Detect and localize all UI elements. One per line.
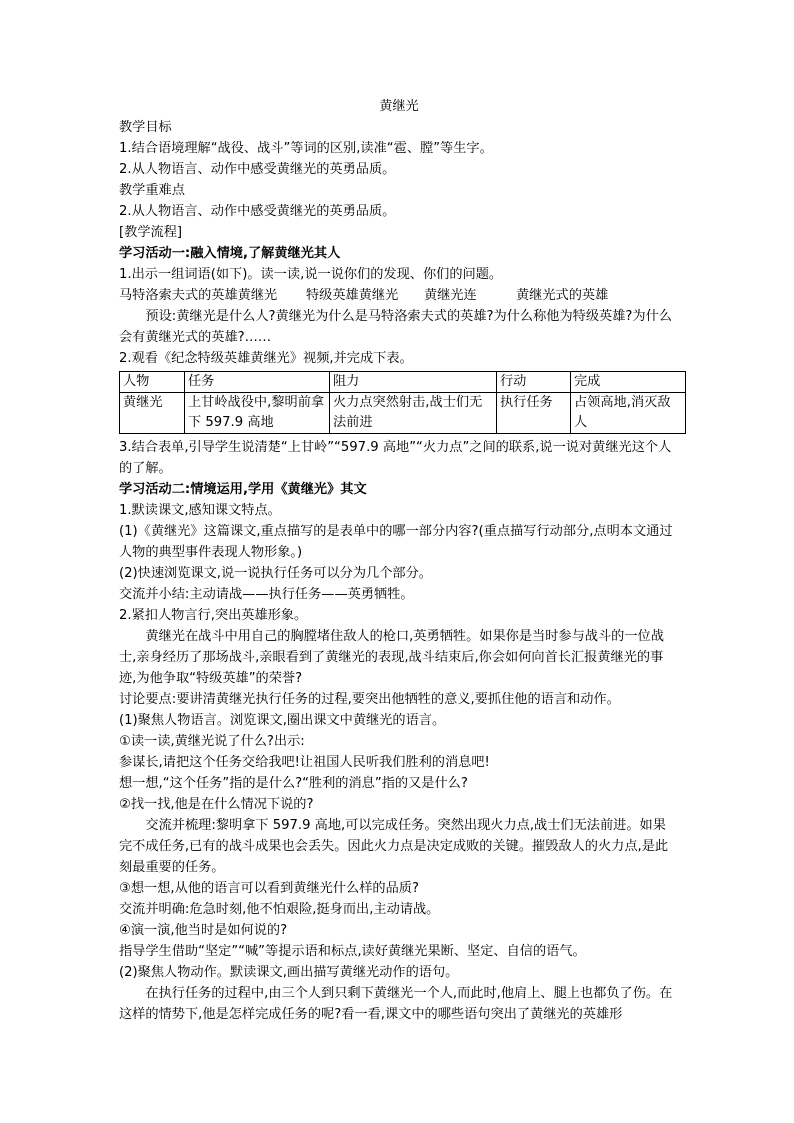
document-page: [119, 96, 679, 1025]
table-header-row: [120, 372, 686, 393]
term-item: 黄继光连: [424, 288, 477, 303]
language-step-3: ③想一想,从他的语言可以看到黄继光什么样的品质?: [119, 881, 419, 896]
activity-2-scene: 黄继光在战斗中用自己的胸膛堵住敌人的枪口,英勇牺牲。如果你是当时参与战斗的一位战士,亲身经历了那场战斗,亲眼看到了黄继光的表现,战斗结束后,你会如何向首长汇报黄继光的事迹,为他争取“特级英雄”的荣誉?: [119, 629, 664, 686]
term-list: [119, 285, 679, 306]
activity-1-step-2: 2.观看《纪念特级英雄黄继光》视频,并完成下表。: [119, 351, 413, 366]
exchange-clear: 交流并明确:危急时刻,他不怕艰险,挺身而出,主动请战。: [119, 902, 440, 917]
goals-heading: 教学目标: [119, 120, 172, 135]
focus-action: (2)聚焦人物动作。默读课文,画出描写黄继光动作的语句。: [119, 965, 459, 980]
term-item: 黄继光式的英雄: [516, 288, 609, 303]
table-cell: 执行任务: [497, 393, 571, 434]
table-cell: 火力点突然射击,战士们无法前进: [330, 393, 497, 434]
key-point-1: 2.从人物语言、动作中感受黄继光的英勇品质。: [119, 204, 396, 219]
key-heading: 教学重难点: [119, 183, 185, 198]
activity-1-heading: 学习活动一:融入情境,了解黄继光其人: [119, 246, 341, 261]
language-step-1: ①读一读,黄继光说了什么?出示:: [119, 734, 305, 749]
term-item: 马特洛索夫式的英雄黄继光: [119, 288, 278, 303]
table-cell: 占领高地,消灭敌人: [571, 393, 686, 434]
table-header-cell: 任务: [185, 372, 330, 393]
reading-guide: 指导学生借助“坚定”“喊”等提示语和标点,读好黄继光果断、坚定、自信的语气。: [119, 944, 586, 959]
table-header-cell: 行动: [497, 372, 571, 393]
language-step-4: ④演一演,他当时是如何说的?: [119, 923, 288, 938]
activity-2-summary: 交流并小结:主动请战——执行任务——英勇牺牲。: [119, 587, 414, 602]
table-cell: 上甘岭战役中,黎明前拿下 597.9 高地: [185, 393, 330, 434]
document-title: 黄继光: [379, 99, 419, 114]
activity-1-step-3: 3.结合表单,引导学生说清楚“上甘岭”“597.9 高地”“火力点”之间的联系,说一说对黄继光这个人的了解。: [119, 440, 672, 476]
goal-1: 1.结合语境理解“战役、战斗”等词的区别,读准“雹、膛”等生字。: [119, 141, 493, 156]
activity-1-step-1: 1.出示一组词语(如下)。读一读,说一说你们的发现、你们的问题。: [119, 267, 503, 282]
discussion-points: 讨论要点:要讲清黄继光执行任务的过程,要突出他牺牲的意义,要抓住他的语言和动作。: [119, 692, 620, 707]
language-step-2: ②找一找,他是在什么情况下说的?: [119, 797, 314, 812]
exchange-sort: 交流并梳理:黎明拿下 597.9 高地,可以完成任务。突然出现火力点,战士们无法前进。如果完不成任务,已有的战斗成果也会丢失。因此火力点是决定成败的关键。摧毁敌人的火力点,是此刻最重要的任务。: [119, 818, 669, 875]
activity-2-question-1: (1)《黄继光》这篇课文,重点描写的是表单中的哪一部分内容?(重点描写行动部分,点明本文通过人物的典型事件表现人物形象。): [119, 524, 673, 560]
activity-1-preset: 预设:黄继光是什么人?黄继光为什么是马特洛索夫式的英雄?为什么称他为特级英雄?为什么会有黄继光式的英雄?……: [119, 309, 672, 345]
process-heading: [教学流程]: [119, 225, 183, 240]
activity-2-step-1: 1.默读课文,感知课文特点。: [119, 503, 281, 518]
action-paragraph: 在执行任务的过程中,由三个人到只剩下黄继光一个人,而此时,他肩上、腿上也都负了伤。在这样的情势下,他是怎样完成任务的呢?看一看,课文中的哪些语句突出了黄继光的英雄形: [119, 986, 673, 1022]
quote: 参谋长,请把这个任务交给我吧!让祖国人民听我们胜利的消息吧!: [119, 755, 490, 770]
table-cell: 黄继光: [120, 393, 185, 434]
activity-2-step-2: 2.紧扣人物言行,突出英雄形象。: [119, 608, 308, 623]
activity-2-heading: 学习活动二:情境运用,学用《黄继光》其文: [119, 482, 367, 497]
table-header-cell: 完成: [571, 372, 686, 393]
table-header-cell: 阻力: [330, 372, 497, 393]
focus-language: (1)聚焦人物语言。浏览课文,圈出课文中黄继光的语言。: [119, 713, 446, 728]
summary-table: [119, 371, 686, 434]
table-row: [120, 393, 686, 434]
table-header-cell: 人物: [120, 372, 185, 393]
term-item: 特级英雄黄继光: [306, 288, 399, 303]
goal-2: 2.从人物语言、动作中感受黄继光的英勇品质。: [119, 162, 396, 177]
activity-2-question-2: (2)快速浏览课文,说一说执行任务可以分为几个部分。: [119, 566, 432, 581]
think-question: 想一想,“这个任务”指的是什么?“胜利的消息”指的又是什么?: [119, 776, 468, 791]
